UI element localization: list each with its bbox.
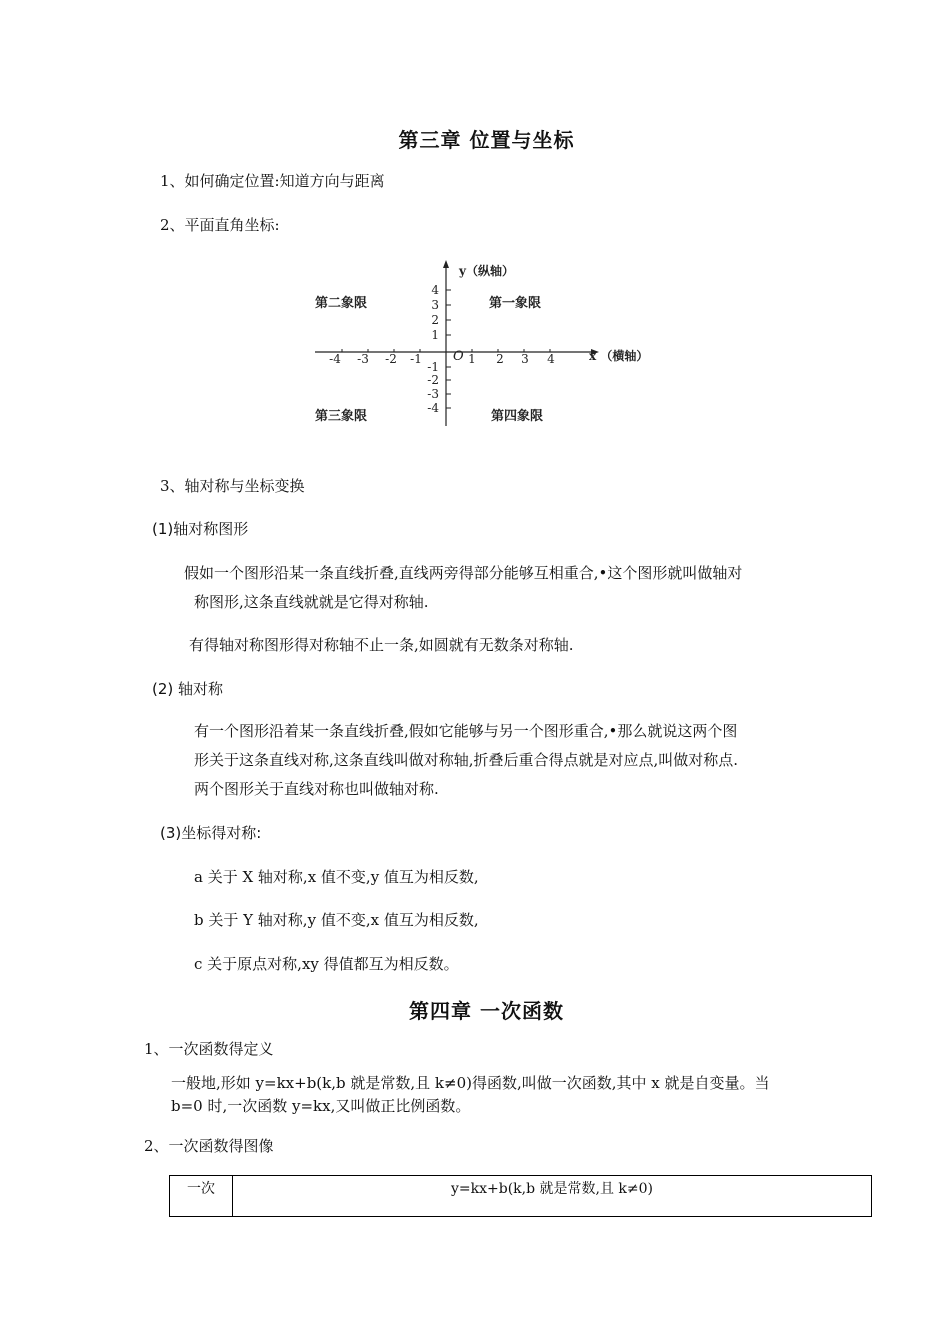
y-tick-label: 3 <box>431 298 439 312</box>
y-tick-label: 2 <box>431 313 439 327</box>
paragraph-line: 有一个图形沿着某一条直线折叠,假如它能够与另一个图形重合,•那么就说这两个图 <box>194 722 738 740</box>
origin-label: O <box>453 349 464 364</box>
x-tick-label: 2 <box>496 352 504 366</box>
table-cell: y=kx+b(k,b 就是常数,且 k≠0) <box>233 1176 872 1217</box>
x-tick-label: 4 <box>547 352 555 366</box>
chapter4-title: 第四章 一次函数 <box>409 999 564 1023</box>
x-tick-label: 1 <box>468 352 476 366</box>
x-tick-label: -2 <box>385 352 397 366</box>
y-tick-label: -3 <box>427 387 439 401</box>
paragraph-line: 有得轴对称图形得对称轴不止一条,如圆就有无数条对称轴. <box>189 636 574 654</box>
rule-y-axis: b 关于 Y 轴对称,y 值不变,x 值互为相反数, <box>194 911 479 929</box>
y-tick-label: -2 <box>427 373 439 387</box>
y-axis-label: y（纵轴） <box>459 264 514 278</box>
paragraph-line: 称图形,这条直线就就是它得对称轴. <box>194 593 429 611</box>
section-item-1: 1、一次函数得定义 <box>144 1040 274 1058</box>
y-tick-label: 4 <box>431 283 439 297</box>
paragraph-line: 形关于这条直线对称,这条直线叫做对称轴,折叠后重合得点就是对应点,叫做对称点. <box>194 751 739 769</box>
paragraph-line: 假如一个图形沿某一条直线折叠,直线两旁得部分能够互相重合,•这个图形就叫做轴对 <box>184 564 743 582</box>
definition-line: 一般地,形如 y=kx+b(k,b 就是常数,且 k≠0)得函数,叫做一次函数,其中 x 就是自变量。当 <box>171 1074 770 1092</box>
quadrant-3-label: 第三象限 <box>315 409 368 424</box>
x-tick-label: -4 <box>329 352 341 366</box>
subsection-1: (1)轴对称图形 <box>152 520 249 538</box>
rule-origin: c 关于原点对称,xy 得值都互为相反数。 <box>194 955 459 973</box>
section-item-1: 1、如何确定位置:知道方向与距离 <box>160 172 385 190</box>
quadrant-1-label: 第一象限 <box>489 296 542 311</box>
y-axis-arrow <box>443 260 449 268</box>
y-tick-label: -4 <box>427 401 439 415</box>
quadrant-4-label: 第四象限 <box>491 409 544 424</box>
subsection-3: (3)坐标得对称: <box>160 824 262 842</box>
coordinate-plane-diagram <box>305 256 675 431</box>
subsection-2: (2) 轴对称 <box>152 680 224 698</box>
x-tick-label: -3 <box>357 352 369 366</box>
section-item-3: 3、轴对称与坐标变换 <box>160 477 305 495</box>
definition-line: b=0 时,一次函数 y=kx,又叫做正比例函数。 <box>171 1097 471 1115</box>
x-tick-label: 3 <box>521 352 529 366</box>
section-item-2: 2、一次函数得图像 <box>144 1137 274 1155</box>
table-cell: 一次 <box>170 1176 233 1217</box>
x-tick-label: -1 <box>410 352 422 366</box>
table-row <box>170 1176 872 1217</box>
section-item-2: 2、平面直角坐标: <box>160 216 280 234</box>
paragraph-line: 两个图形关于直线对称也叫做轴对称. <box>194 780 439 798</box>
y-tick-label: -1 <box>427 360 439 374</box>
chapter3-title: 第三章 位置与坐标 <box>398 128 575 152</box>
rule-x-axis: a 关于 X 轴对称,x 值不变,y 值互为相反数, <box>194 868 479 886</box>
y-tick-label: 1 <box>431 328 439 342</box>
function-graph-table <box>169 1175 872 1217</box>
x-axis-label: x （横轴） <box>589 349 649 363</box>
quadrant-2-label: 第二象限 <box>315 296 368 311</box>
